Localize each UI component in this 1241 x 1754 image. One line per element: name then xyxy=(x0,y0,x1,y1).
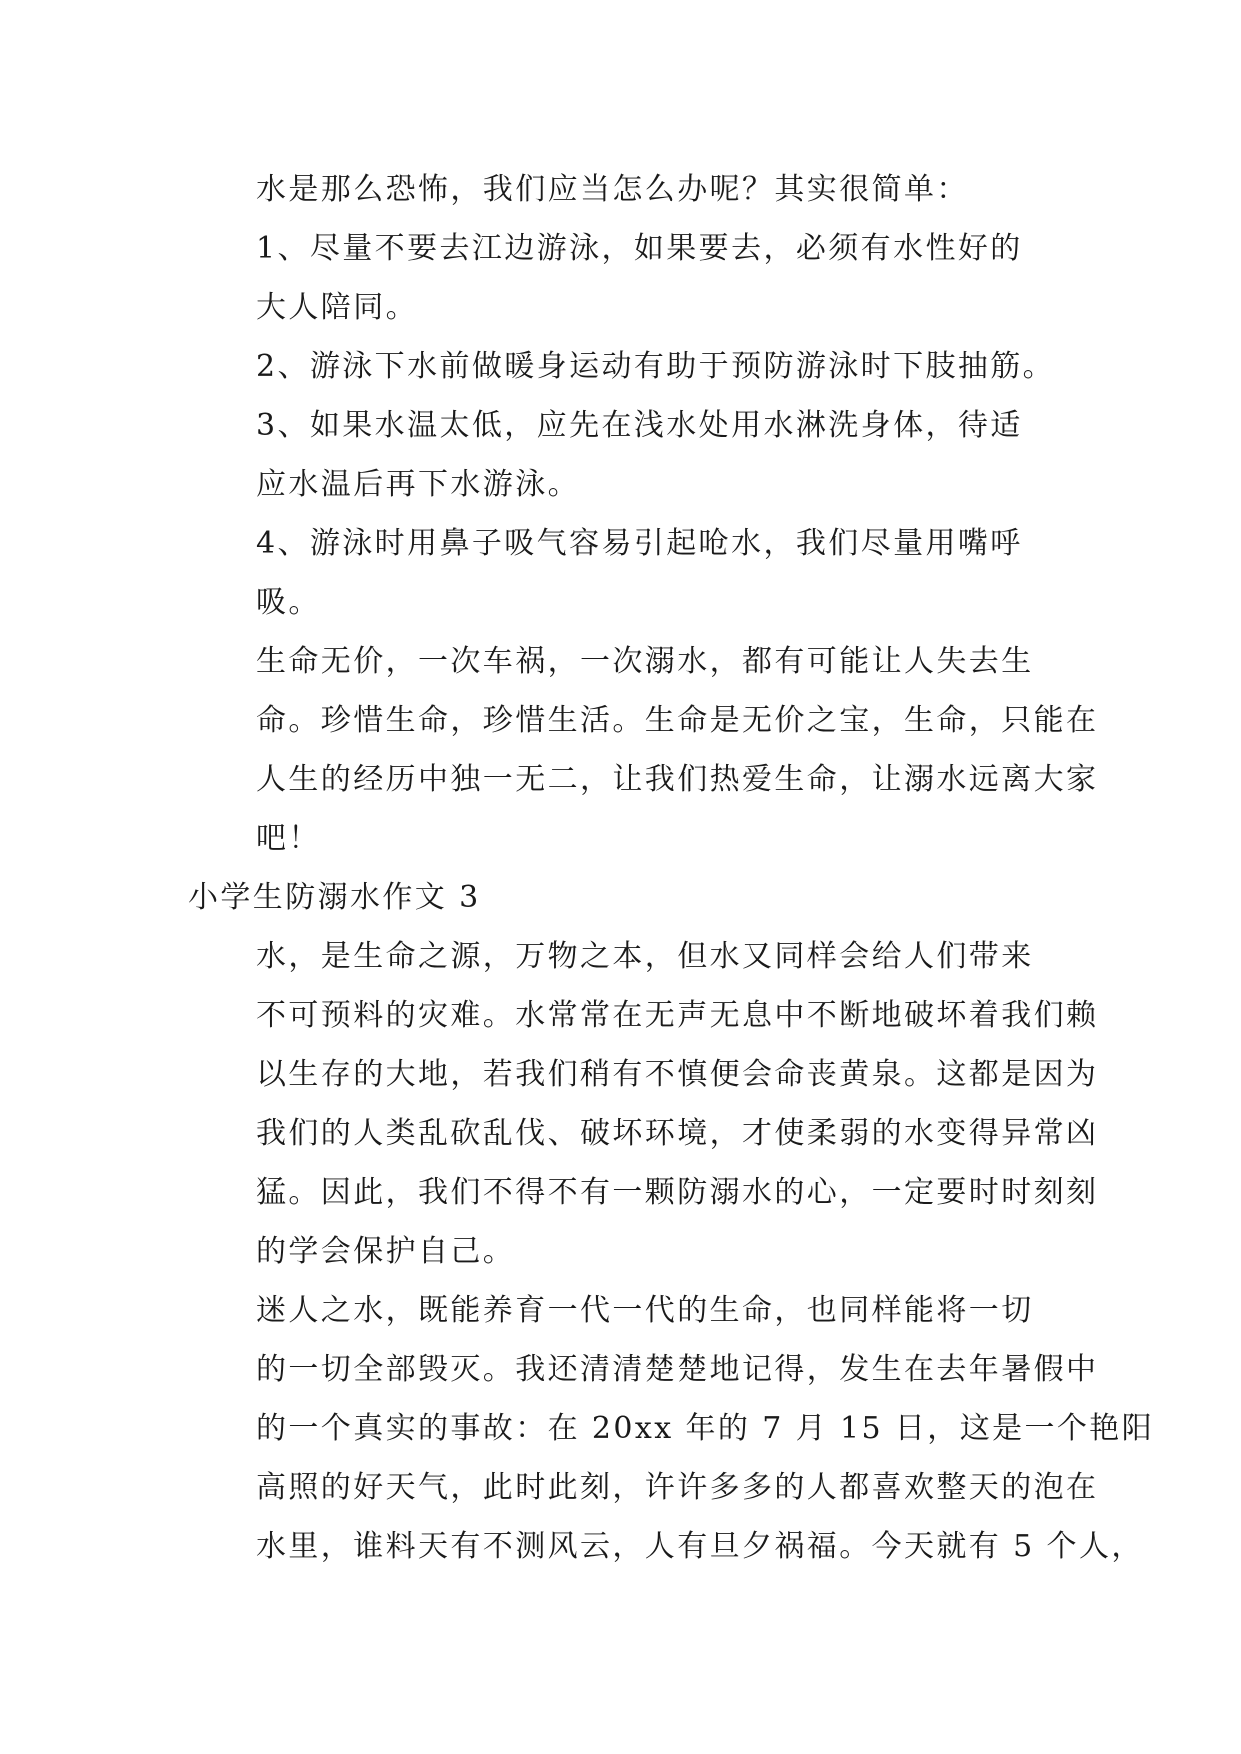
paragraph xyxy=(188,927,1099,1281)
text-line: 人生的经历中独一无二，让我们热爱生命，让溺水远离大家 xyxy=(256,762,1099,797)
document-body xyxy=(188,160,1155,1576)
text-line: 吧！ xyxy=(256,821,321,856)
text-line: 的一个真实的事故：在 20xx 年的 7 月 15 日，这是一个艳阳 xyxy=(256,1411,1155,1446)
paragraph xyxy=(188,632,1099,868)
text-line: 以生存的大地，若我们稍有不慎便会命丧黄泉。这都是因为 xyxy=(256,1057,1099,1092)
text-line: 迷人之水，既能养育一代一代的生命，也同样能将一切 xyxy=(256,1293,1034,1328)
text-line: 吸。 xyxy=(256,585,321,620)
text-line: 小学生防溺水作文 3 xyxy=(188,880,481,915)
text-line: 水是那么恐怖，我们应当怎么办呢？其实很简单： xyxy=(256,172,969,207)
paragraph xyxy=(188,160,1054,219)
text-line: 不可预料的灾难。水常常在无声无息中不断地破坏着我们赖 xyxy=(256,998,1099,1033)
text-line: 3、如果水温太低，应先在浅水处用水淋洗身体，待适 xyxy=(256,408,1023,443)
paragraph xyxy=(188,219,1054,337)
text-line: 大人陪同。 xyxy=(256,290,418,325)
text-line: 1、尽量不要去江边游泳，如果要去，必须有水性好的 xyxy=(256,231,1023,266)
text-line: 猛。因此，我们不得不有一颗防溺水的心，一定要时时刻刻 xyxy=(256,1175,1099,1210)
paragraph xyxy=(188,1281,1155,1576)
text-line: 的学会保护自己。 xyxy=(256,1234,516,1269)
paragraph xyxy=(188,337,1054,396)
paragraph xyxy=(188,514,1054,632)
section-heading xyxy=(188,868,1054,927)
text-line: 应水温后再下水游泳。 xyxy=(256,467,580,502)
text-line: 命。珍惜生命，珍惜生活。生命是无价之宝，生命，只能在 xyxy=(256,703,1099,738)
text-line: 4、游泳时用鼻子吸气容易引起呛水，我们尽量用嘴呼 xyxy=(256,526,1023,561)
text-line: 生命无价，一次车祸，一次溺水，都有可能让人失去生 xyxy=(256,644,1034,679)
paragraph xyxy=(188,396,1054,514)
text-line: 2、游泳下水前做暖身运动有助于预防游泳时下肢抽筋。 xyxy=(256,349,1056,384)
text-line: 水，是生命之源，万物之本，但水又同样会给人们带来 xyxy=(256,939,1034,974)
text-line: 水里，谁料天有不测风云，人有旦夕祸福。今天就有 5 个人， xyxy=(256,1529,1144,1564)
text-line: 高照的好天气，此时此刻，许许多多的人都喜欢整天的泡在 xyxy=(256,1470,1099,1505)
text-line: 我们的人类乱砍乱伐、破坏环境，才使柔弱的水变得异常凶 xyxy=(256,1116,1099,1151)
text-line: 的一切全部毁灭。我还清清楚楚地记得，发生在去年暑假中 xyxy=(256,1352,1099,1387)
